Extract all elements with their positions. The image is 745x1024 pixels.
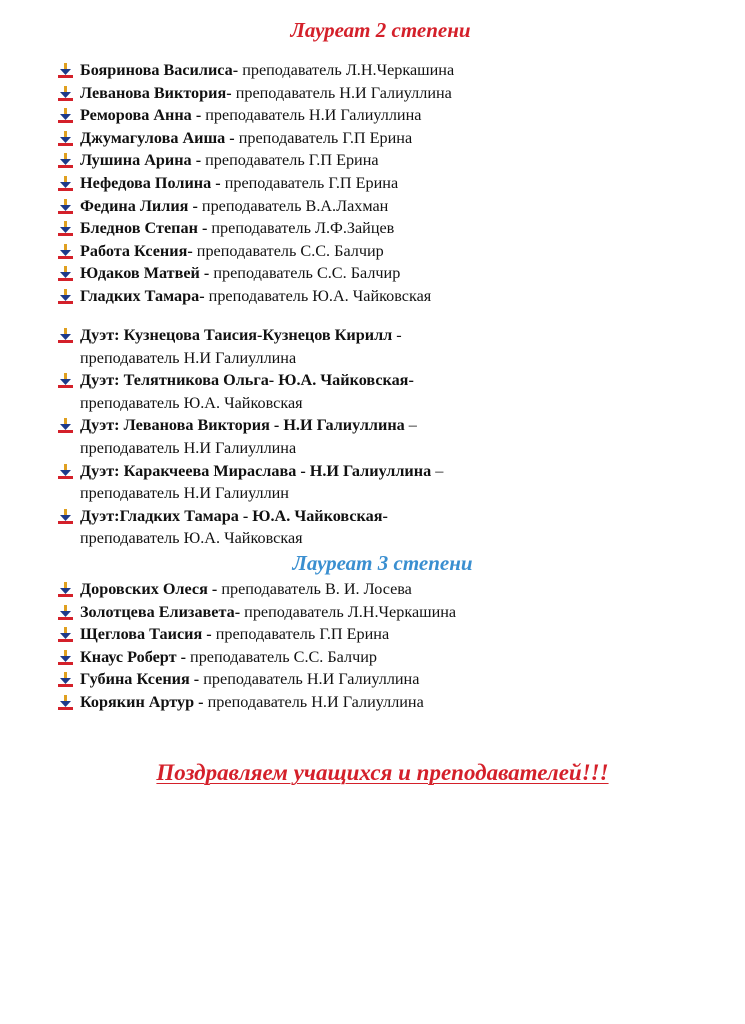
participant-name: Бледнов Степан - (80, 219, 208, 238)
teacher-text: преподаватель Г.П Ерина (211, 625, 390, 644)
participant-name: Кнаус Роберт - (80, 647, 186, 666)
list-item (58, 127, 718, 150)
arrow-bullet-icon (58, 695, 73, 710)
list-item (58, 262, 718, 285)
duet-item (58, 505, 718, 550)
duet-list (58, 324, 718, 550)
duet-item (58, 369, 718, 414)
list-item (58, 578, 718, 601)
list-item (58, 59, 718, 82)
teacher-text: преподаватель Л.Ф.Зайцев (207, 219, 395, 238)
arrow-bullet-icon (58, 63, 73, 78)
participant-name: Губина Ксения - (80, 670, 200, 689)
list-item (58, 646, 718, 669)
teacher-text: преподаватель В. И. Лосева (217, 580, 412, 598)
arrow-bullet-icon (58, 176, 73, 191)
laureate-2-heading: Лауреат 2 степени (290, 18, 471, 42)
teacher-text: преподаватель Н.И Галиуллина (80, 348, 297, 367)
teacher-text: преподаватель Л.Н.Черкашина (240, 602, 457, 621)
teacher-text: преподаватель С.С. Балчир (209, 264, 401, 283)
arrow-bullet-icon (58, 418, 73, 433)
participant-name: Дуэт: Кузнецова Таисия-Кузнецов Кирилл (80, 326, 393, 344)
participant-name: Щеглова Таисия - (80, 625, 212, 644)
list-item (58, 601, 718, 624)
participant-name: Бояринова Василиса- (80, 61, 239, 79)
list-item (58, 195, 718, 218)
list-item (58, 691, 718, 714)
arrow-bullet-icon (58, 605, 73, 620)
teacher-text: преподаватель С.С. Балчир (192, 241, 384, 260)
arrow-bullet-icon (58, 650, 73, 665)
list-item (58, 240, 718, 263)
arrow-bullet-icon (58, 289, 73, 304)
list-item (58, 668, 718, 691)
teacher-text: преподаватель Ю.А. Чайковская (204, 286, 432, 305)
participant-name: Дуэт: Телятникова Ольга- Ю.А. Чайковская- (80, 371, 414, 390)
teacher-text: преподаватель Г.П Ерина (234, 128, 413, 147)
teacher-text: преподаватель Н.И Галиуллина (201, 106, 422, 125)
dash-text: - (392, 326, 402, 344)
teacher-text: преподаватель Н.И Галиуллина (231, 83, 452, 102)
arrow-bullet-icon (58, 373, 73, 388)
teacher-text: преподаватель В.А.Лахман (197, 196, 389, 215)
participant-name: Доровских Олеся - (80, 580, 218, 598)
participant-name: Дуэт:Гладких Тамара - Ю.А. Чайковская- (80, 506, 388, 525)
laureate-3-list (58, 578, 718, 714)
congratulations-text: Поздравляем учащихся и преподавателей!!! (156, 760, 609, 785)
teacher-text: преподаватель Г.П Ерина (220, 173, 399, 192)
participant-name: Реморова Анна - (80, 106, 202, 125)
duet-item (58, 414, 718, 459)
teacher-text: преподаватель Н.И Галиуллина (199, 670, 420, 689)
arrow-bullet-icon (58, 509, 73, 524)
duet-item (58, 324, 718, 369)
list-item (58, 623, 718, 646)
participant-name: Леванова Виктория- (80, 83, 232, 102)
arrow-bullet-icon (58, 464, 73, 479)
teacher-text: преподаватель Ю.А. Чайковская (80, 393, 303, 412)
participant-name: Дуэт: Каракчеева Мираслава - Н.И Галиуллина (80, 461, 432, 480)
teacher-text: преподаватель Л.Н.Черкашина (238, 61, 455, 79)
participant-name: Работа Ксения- (80, 241, 193, 260)
teacher-text: преподаватель Н.И Галиуллина (203, 692, 424, 711)
arrow-bullet-icon (58, 672, 73, 687)
arrow-bullet-icon (58, 244, 73, 259)
list-item (58, 285, 718, 308)
teacher-text: преподаватель Н.И Галиуллина (80, 438, 297, 457)
arrow-bullet-icon (58, 108, 73, 123)
list-item (58, 149, 718, 172)
list-item (58, 217, 718, 240)
list-item (58, 82, 718, 105)
arrow-bullet-icon (58, 266, 73, 281)
duet-item (58, 460, 718, 505)
teacher-text: преподаватель Н.И Галиуллин (80, 484, 289, 503)
arrow-bullet-icon (58, 199, 73, 214)
arrow-bullet-icon (58, 131, 73, 146)
participant-name: Дуэт: Леванова Виктория - Н.И Галиуллина (80, 416, 405, 435)
laureate-2-list (58, 59, 718, 308)
participant-name: Юдаков Матвей - (80, 264, 210, 283)
participant-name: Лушина Арина - (80, 151, 202, 170)
participant-name: Гладких Тамара- (80, 286, 205, 305)
participant-name: Федина Лилия - (80, 196, 198, 215)
arrow-bullet-icon (58, 328, 73, 343)
teacher-text: преподаватель С.С. Балчир (185, 647, 377, 666)
dash-text: – (404, 416, 417, 435)
arrow-bullet-icon (58, 221, 73, 236)
dash-text: – (431, 461, 444, 480)
participant-name: Корякин Артур - (80, 692, 204, 711)
teacher-text: преподаватель Г.П Ерина (201, 151, 379, 170)
list-item (58, 172, 718, 195)
arrow-bullet-icon (58, 627, 73, 642)
participant-name: Золотцева Елизавета- (80, 602, 241, 621)
laureate-3-heading: Лауреат 3 степени (292, 551, 473, 575)
teacher-text: преподаватель Ю.А. Чайковская (80, 529, 303, 548)
participant-name: Нефедова Полина - (80, 173, 221, 192)
list-item (58, 104, 718, 127)
arrow-bullet-icon (58, 153, 73, 168)
participant-name: Джумагулова Аиша - (80, 128, 235, 147)
arrow-bullet-icon (58, 86, 73, 101)
arrow-bullet-icon (58, 582, 73, 597)
